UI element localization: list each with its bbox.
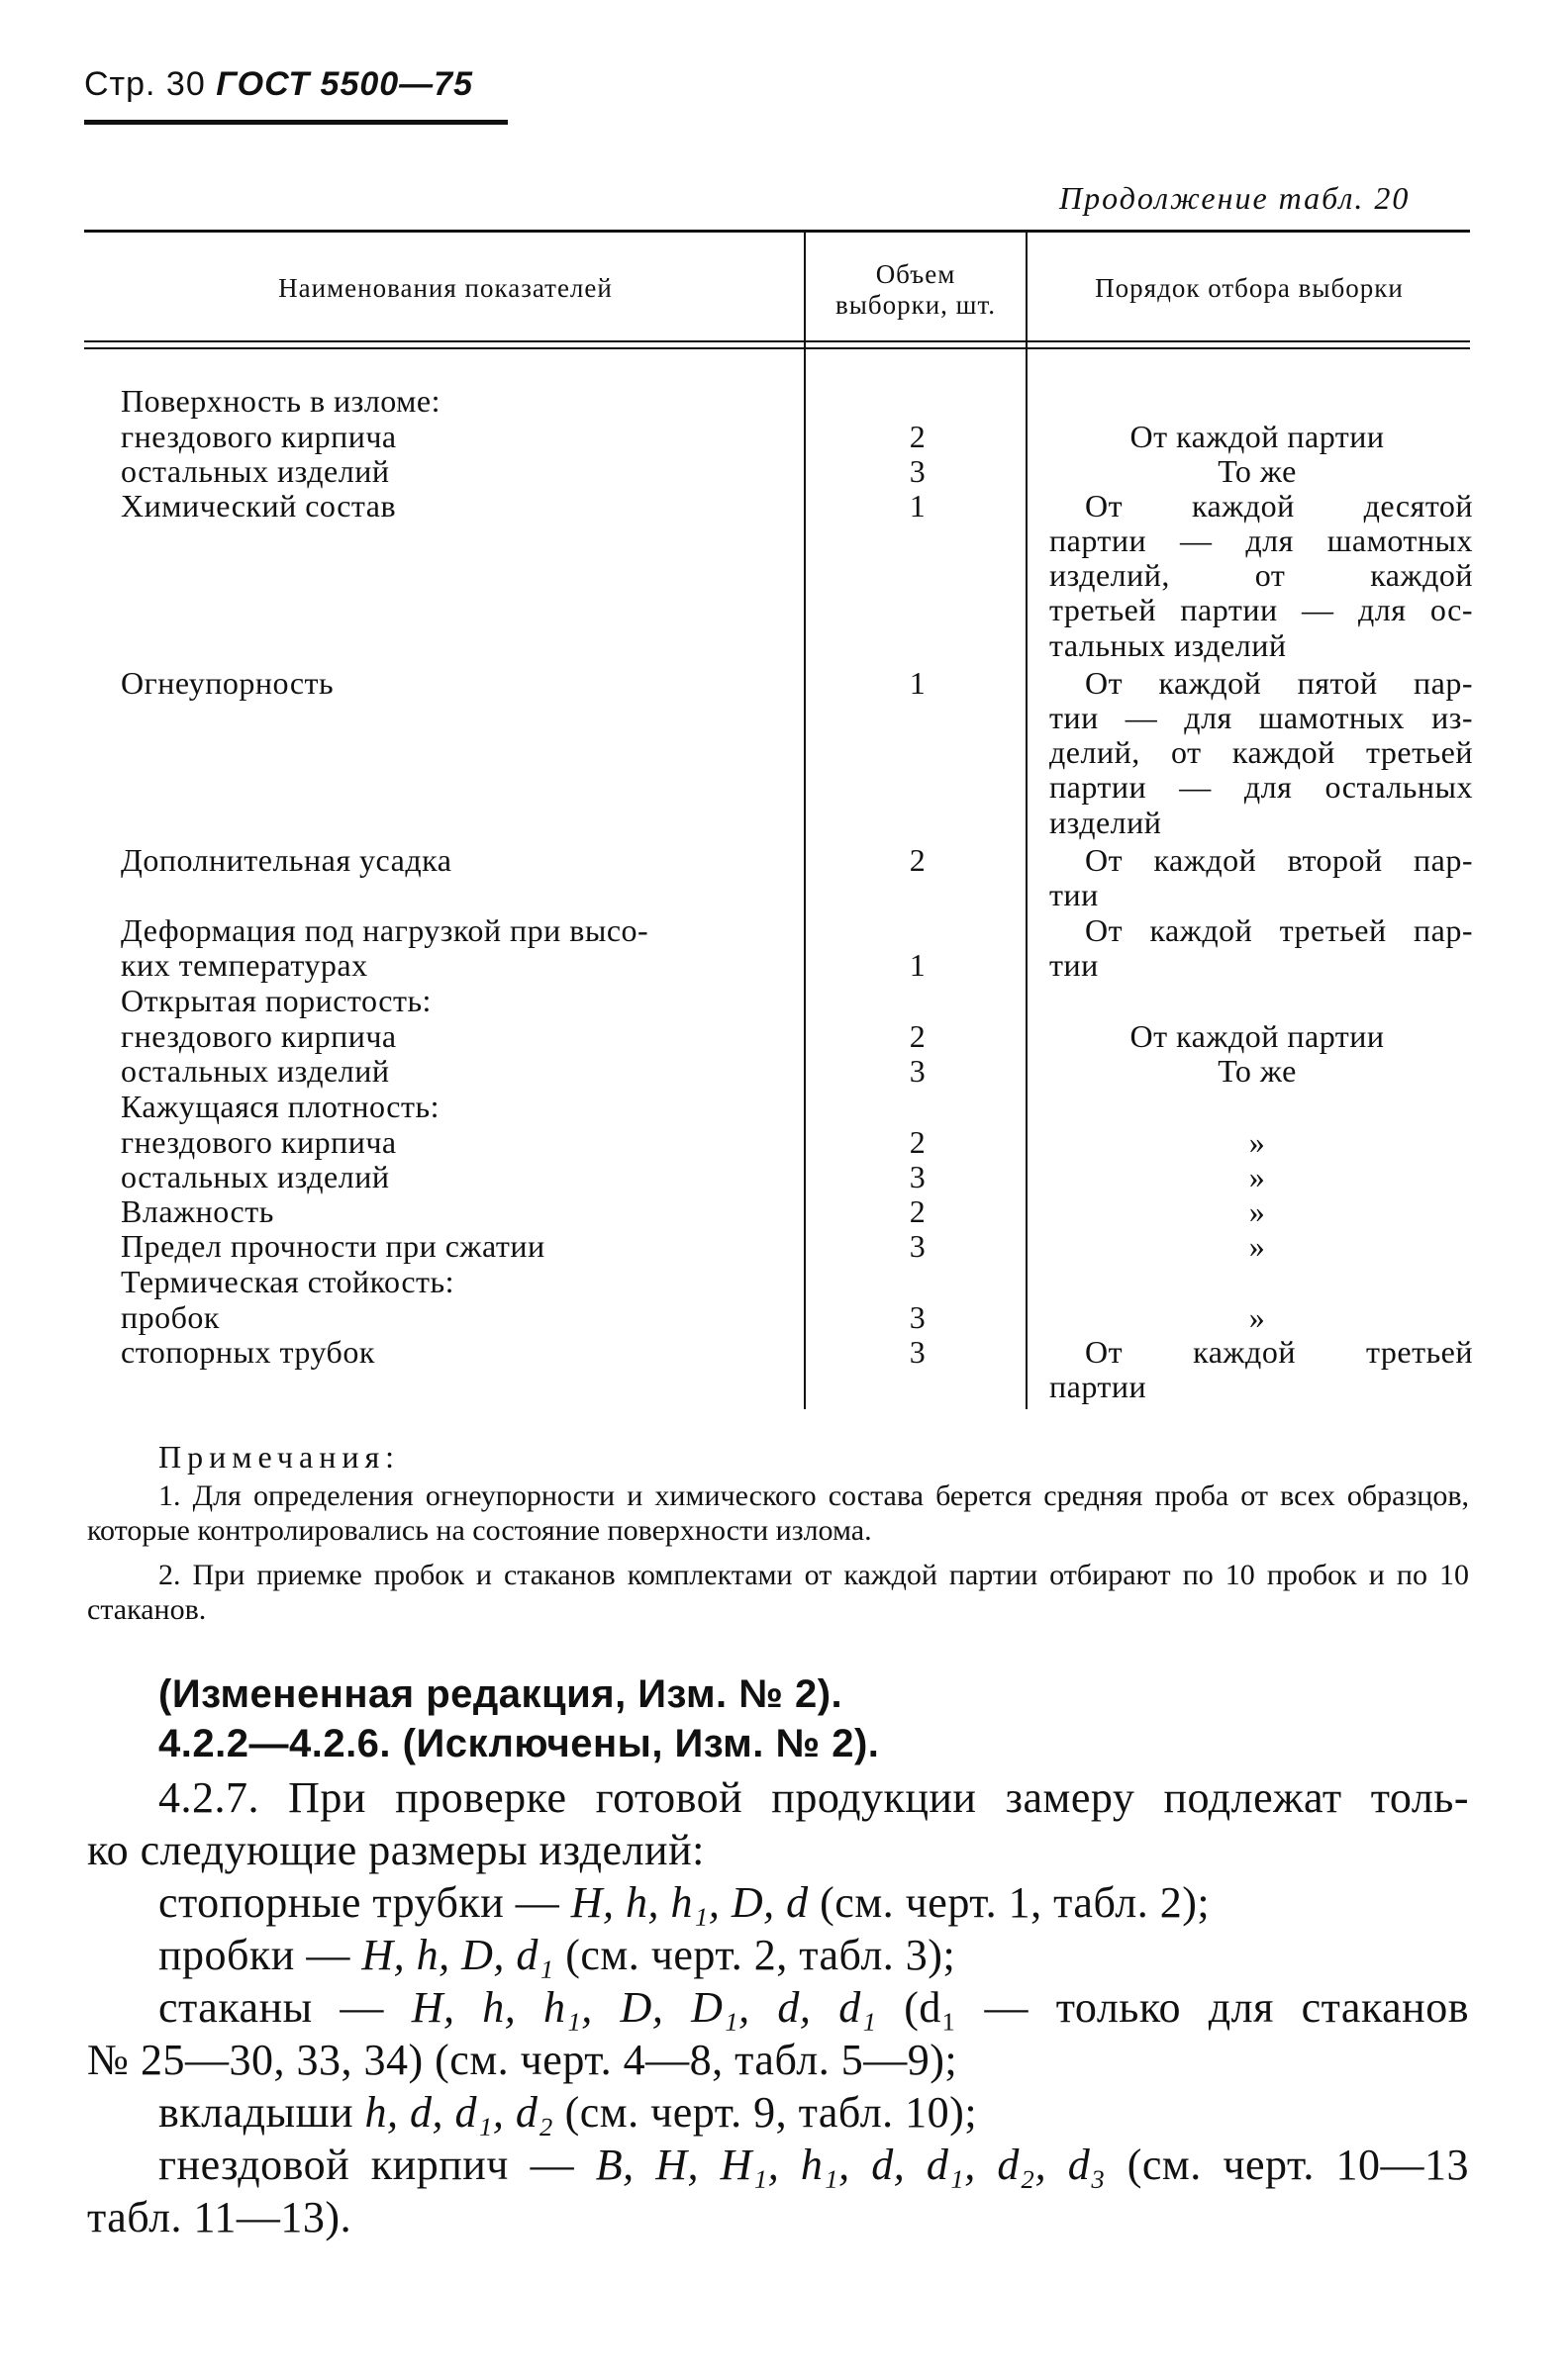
volume-cell: 1 bbox=[909, 947, 927, 983]
table-top-rule bbox=[84, 230, 1470, 233]
procedure-cell: тии — для шамотных из- bbox=[1049, 700, 1473, 735]
indicator-cell: гнездового кирпича bbox=[121, 1124, 397, 1160]
column-divider-2 bbox=[1026, 232, 1028, 1409]
procedure-cell: От каждой партии bbox=[1129, 1018, 1385, 1054]
procedure-cell: От каждой второй пар- bbox=[1085, 842, 1473, 878]
indicator-cell: пробок bbox=[121, 1299, 220, 1335]
deleted-clauses-line: 4.2.2—4.2.6. (Исключены, Изм. № 2). bbox=[158, 1722, 880, 1765]
standard-number: ГОСТ 5500—75 bbox=[216, 65, 473, 103]
header-rule bbox=[84, 120, 508, 125]
volume-cell: 2 bbox=[909, 1193, 927, 1229]
indicator-cell: остальных изделий bbox=[121, 453, 390, 489]
indicator-cell: Химический состав bbox=[121, 488, 397, 524]
volume-cell: 2 bbox=[909, 842, 927, 878]
clause-intro-line2: ко следующие размеры изделий: bbox=[87, 1826, 705, 1874]
indicator-cell: остальных изделий bbox=[121, 1053, 390, 1089]
indicator-cell: ких температурах bbox=[121, 947, 368, 983]
clause-intro-line1: 4.2.7. При проверке готовой продукции замеру подлежат толь- bbox=[158, 1773, 1469, 1822]
indicator-cell: Термическая стойкость: bbox=[121, 1264, 454, 1299]
amendment-line: (Измененная редакция, Изм. № 2). bbox=[158, 1672, 843, 1716]
note-item: 2. При приемке пробок и стаканов комплектами от каждой партии отбирают по 10 пробок и по 10 стаканов. bbox=[87, 1559, 1469, 1626]
volume-cell: 1 bbox=[909, 488, 927, 524]
procedure-cell: От каждой пятой пар- bbox=[1085, 665, 1473, 701]
procedure-cell: » bbox=[1248, 1124, 1266, 1160]
procedure-cell: партии bbox=[1049, 1369, 1147, 1404]
column-divider-1 bbox=[804, 232, 806, 1409]
dimension-item-nest-brick: гнездовой кирпич — B, H, H₁, h₁, d, d₁, d₂, d₃ (см. черт. 10—13 bbox=[158, 2141, 1470, 2189]
indicator-cell: Дополнительная усадка bbox=[121, 842, 452, 878]
indicator-cell: стопорных трубок bbox=[121, 1334, 375, 1370]
indicator-cell: Поверхность в изломе: bbox=[121, 383, 441, 419]
column-header-procedure: Порядок отбора выборки bbox=[1095, 273, 1404, 303]
volume-cell: 3 bbox=[909, 1159, 927, 1194]
dimension-item-cups-continued: № 25—30, 33, 34) (см. черт. 4—8, табл. 5—9); bbox=[87, 2036, 958, 2084]
page-label: Стр. 30 bbox=[84, 65, 206, 103]
indicator-cell: Деформация под нагрузкой при высо- bbox=[121, 912, 649, 948]
volume-cell: 3 bbox=[909, 1299, 927, 1335]
indicator-cell: остальных изделий bbox=[121, 1159, 390, 1194]
volume-cell: 3 bbox=[909, 453, 927, 489]
volume-cell: 2 bbox=[909, 1124, 927, 1160]
procedure-cell: » bbox=[1248, 1193, 1266, 1229]
indicator-cell: Огнеупорность bbox=[121, 665, 335, 701]
volume-cell: 1 bbox=[909, 665, 927, 701]
procedure-cell: От каждой партии bbox=[1129, 419, 1385, 454]
procedure-cell: От каждой третьей пар- bbox=[1085, 912, 1473, 948]
volume-cell: 3 bbox=[909, 1053, 927, 1089]
indicator-cell: гнездового кирпича bbox=[121, 1018, 397, 1054]
procedure-cell: изделий bbox=[1049, 805, 1162, 840]
indicator-cell: Кажущаяся плотность: bbox=[121, 1089, 440, 1124]
clause-4-2-7 bbox=[87, 1771, 1469, 2243]
procedure-cell: тии bbox=[1049, 947, 1099, 983]
note-item: 1. Для определения огнеупорности и химического состава берется средняя проба от всех образцов, которые контролировались на состояние поверхности излома. bbox=[87, 1479, 1469, 1547]
procedure-cell: третьей партии — для ос- bbox=[1049, 592, 1473, 627]
procedure-cell: От каждой десятой bbox=[1085, 488, 1473, 524]
volume-cell: 2 bbox=[909, 1018, 927, 1054]
dimension-item-stopper-tubes: стопорные трубки — H, h, h₁, D, d (см. черт. 1, табл. 2); bbox=[158, 1878, 1211, 1927]
column-header-volume-line2: выборки, шт. bbox=[834, 290, 996, 321]
column-header-volume bbox=[810, 259, 1022, 321]
dimension-item-inserts: вкладыши h, d, d₁, d₂ (см. черт. 9, табл. 10); bbox=[158, 2088, 978, 2137]
notes bbox=[87, 1478, 1469, 1627]
procedure-cell: » bbox=[1248, 1299, 1266, 1335]
procedure-cell: тии bbox=[1049, 877, 1099, 912]
volume-cell: 3 bbox=[909, 1334, 927, 1370]
page-header bbox=[84, 65, 473, 104]
table-continuation: Продолжение табл. 20 bbox=[1059, 180, 1411, 216]
column-header-indicator: Наименования показателей bbox=[278, 273, 613, 303]
dimension-item-nest-brick-continued: табл. 11—13). bbox=[87, 2193, 352, 2241]
indicator-cell: Предел прочности при сжатии bbox=[121, 1228, 545, 1264]
procedure-cell: делий, от каждой третьей bbox=[1049, 734, 1473, 770]
dimension-item-plugs: пробки — H, h, D, d₁ (см. черт. 2, табл. 3); bbox=[158, 1931, 956, 1979]
procedure-cell: » bbox=[1248, 1228, 1266, 1264]
procedure-cell: изделий, от каждой bbox=[1049, 557, 1473, 593]
procedure-cell: партии — для остальных bbox=[1049, 769, 1473, 805]
procedure-cell: партии — для шамотных bbox=[1049, 523, 1473, 558]
notes-title: Примечания: bbox=[158, 1439, 401, 1475]
procedure-cell: тальных изделий bbox=[1049, 627, 1287, 663]
procedure-cell: От каждой третьей bbox=[1085, 1334, 1473, 1370]
table-head-rule-1 bbox=[84, 340, 1470, 342]
procedure-cell: » bbox=[1248, 1159, 1266, 1194]
indicator-cell: гнездового кирпича bbox=[121, 419, 397, 454]
dimension-item-cups: стаканы — H, h, h₁, D, D₁, d, d₁ (d₁ — только для стаканов bbox=[158, 1983, 1470, 2032]
indicator-cell: Открытая пористость: bbox=[121, 983, 432, 1018]
volume-cell: 3 bbox=[909, 1228, 927, 1264]
indicator-cell: Влажность bbox=[121, 1193, 274, 1229]
procedure-cell: То же bbox=[1218, 453, 1297, 489]
procedure-cell: То же bbox=[1218, 1053, 1297, 1089]
table-head-rule-2 bbox=[84, 347, 1470, 349]
column-header-volume-line1: Объем bbox=[875, 259, 956, 289]
volume-cell: 2 bbox=[909, 419, 927, 454]
